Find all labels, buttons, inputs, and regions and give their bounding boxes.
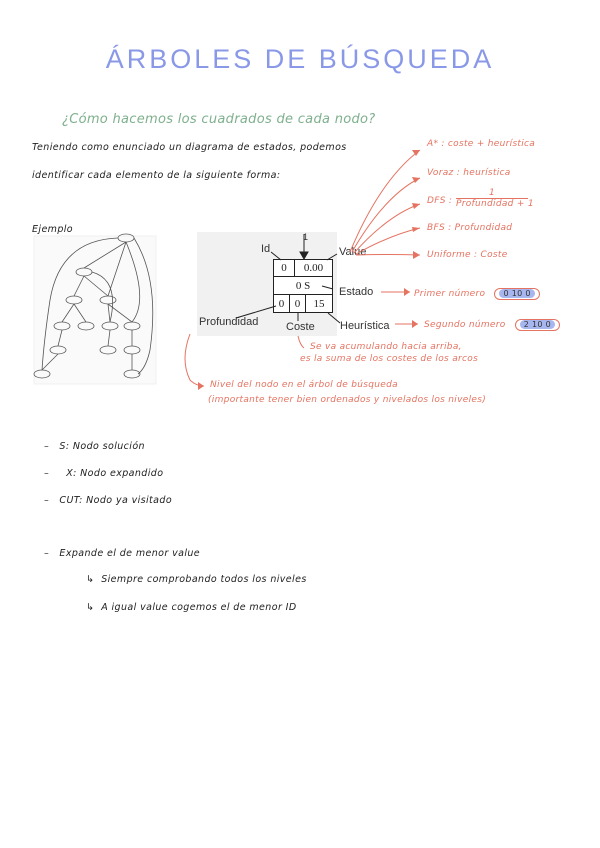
node-id-cell: 0	[273, 259, 295, 277]
page-title: ÁRBOLES DE BÚSQUEDA	[105, 44, 495, 74]
method-bfs-formula: Profundidad	[454, 223, 513, 233]
method-dfs-fraction	[456, 188, 534, 209]
rule-sub-1-text: Siempre comprobando todos los niveles	[101, 574, 307, 585]
node-coste-cell: 0	[289, 294, 306, 313]
section-question: ¿Cómo hacemos los cuadrados de cada nodo?	[62, 112, 376, 127]
estado-note-example: 0 10 0	[499, 289, 534, 298]
method-voraz-name: Voraz	[427, 168, 454, 178]
legend-item-expanded: – X: Nodo expandido	[44, 468, 164, 479]
profundidad-note-line-1: Nivel del nodo en el árbol de búsqueda	[210, 380, 398, 390]
method-dfs-denominator: Profundidad + 1	[456, 199, 534, 209]
estado-label: Estado	[339, 286, 374, 298]
rule-main: – Expande el de menor value	[44, 548, 201, 559]
heuristica-note	[424, 319, 560, 331]
id-label: Id	[261, 243, 271, 255]
estado-note-example-oval	[494, 288, 539, 300]
method-astar-formula: coste + heurística	[447, 139, 536, 149]
method-bfs-name: BFS	[427, 223, 445, 233]
heuristica-label: Heurística	[340, 320, 390, 332]
method-uniforme-name: Uniforme	[427, 250, 471, 260]
rule-sub-2: ↳ A igual value cogemos el de menor ID	[86, 602, 297, 613]
method-astar: A* : coste + heurística	[427, 139, 536, 149]
node-value-cell: 0.00	[294, 259, 333, 277]
node-heuristica-cell: 15	[305, 294, 333, 313]
method-dfs-numerator: 1	[488, 188, 496, 198]
node-estado-cell: 0 S	[273, 276, 333, 295]
top-arrow-label: 1	[303, 232, 309, 242]
method-bfs: BFS : Profundidad	[427, 223, 513, 233]
rule-main-text: Expande el de menor value	[59, 548, 201, 559]
coste-label: Coste	[286, 321, 315, 333]
node-profundidad-cell: 0	[273, 294, 290, 313]
method-dfs: DFS :	[427, 196, 453, 206]
method-voraz: Voraz : heurística	[427, 168, 511, 178]
method-voraz-formula: heurística	[463, 168, 511, 178]
legend-expanded-text: X: Nodo expandido	[66, 468, 164, 479]
value-label: Value	[339, 246, 367, 258]
legend-item-cut: – CUT: Nodo ya visitado	[44, 495, 173, 506]
heuristica-note-example: 2 10 0	[520, 320, 555, 329]
method-uniforme: Uniforme : Coste	[427, 250, 508, 260]
heuristica-note-text: Segundo número	[424, 320, 506, 330]
estado-note	[414, 288, 540, 300]
coste-note-line-1: Se va acumulando hacia arriba,	[310, 342, 462, 352]
profundidad-label: Profundidad	[199, 316, 259, 328]
example-label: Ejemplo	[32, 224, 74, 235]
rule-sub-1: ↳ Siempre comprobando todos los niveles	[86, 574, 307, 585]
profundidad-note-line-2: (importante tener bien ordenados y nivelados los niveles)	[208, 395, 487, 405]
intro-line-2: identificar cada elemento de la siguiente forma:	[32, 170, 281, 181]
method-astar-name: A*	[427, 139, 439, 149]
intro-line-1: Teniendo como enunciado un diagrama de estados, podemos	[32, 142, 347, 153]
coste-note-line-2: es la suma de los costes de los arcos	[300, 354, 479, 364]
estado-note-text: Primer número	[414, 289, 486, 299]
rule-sub-2-text: A igual value cogemos el de menor ID	[101, 602, 297, 613]
legend-solution-text: S: Nodo solución	[59, 441, 145, 452]
legend-cut-text: CUT: Nodo ya visitado	[59, 495, 173, 506]
legend-item-solution: – S: Nodo solución	[44, 441, 145, 452]
heuristica-note-example-oval	[515, 319, 560, 331]
method-uniforme-formula: Coste	[480, 250, 508, 260]
method-dfs-name: DFS	[427, 196, 446, 206]
